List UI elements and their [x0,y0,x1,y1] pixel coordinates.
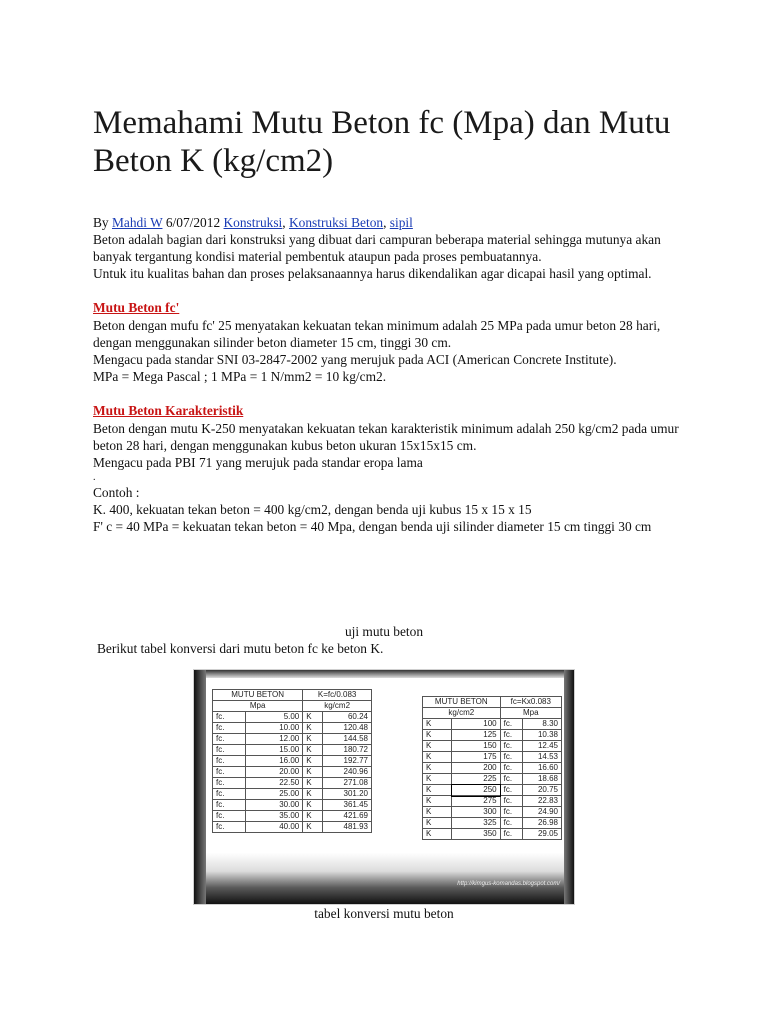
table-row [213,712,372,723]
intro-paragraph: Untuk itu kualitas bahan dan proses pelaksanaannya harus dikendalikan agar dicapai hasil yang optimal. [93,266,652,281]
table-row [213,734,372,745]
table-cell: 20.75 [522,785,561,796]
table-cell: 18.68 [522,774,561,785]
table-cell: fc. [500,785,522,796]
fc-to-k-table [212,689,372,833]
table-cell: K [423,730,452,741]
table-cell: K [423,719,452,730]
table-cell: 100 [452,719,500,730]
table-cell: K [423,741,452,752]
table-cell: 144.58 [322,734,371,745]
table-cell: fc. [500,730,522,741]
section-heading-mutu-beton-karakteristik[interactable]: Mutu Beton Karakteristik [93,403,244,418]
table-cell: fc. [500,741,522,752]
table-cell: fc. [213,734,246,745]
table-cell: 25.00 [245,789,302,800]
table-cell: 325 [452,818,500,829]
table-cell: fc. [500,752,522,763]
table-cell: fc. [500,719,522,730]
table-row [213,822,372,833]
section-paragraph: F' c = 40 MPa = kekuatan tekan beton = 40 Mpa, dengan benda uji silinder diameter 15 cm tinggi 30 cm [93,519,652,534]
table-cell: fc. [213,723,246,734]
table-cell: 35.00 [245,811,302,822]
table-cell: 361.45 [322,800,371,811]
table-cell: 10.38 [522,730,561,741]
post-date: 6/07/2012 [165,215,221,230]
table-cell: K [303,756,322,767]
table-row [423,829,562,840]
table-cell: 300 [452,807,500,818]
table-cell: 60.24 [322,712,371,723]
table-row [423,774,562,785]
table-row [213,789,372,800]
table-cell: 271.08 [322,778,371,789]
section-paragraph: Mengacu pada PBI 71 yang merujuk pada standar eropa lama [93,455,423,470]
table-cell: K [423,763,452,774]
table-cell: 150 [452,741,500,752]
table-row [423,741,562,752]
table-cell: 350 [452,829,500,840]
table-cell: 301.20 [322,789,371,800]
section-paragraph: Beton dengan mutu K-250 menyatakan kekuatan tekan karakteristik minimum adalah 250 kg/cm2 pada umur beton 28 hari, dengan menggunakan kubus beton ukuran 15x15x15 cm. [93,421,679,453]
table-cell: fc. [213,800,246,811]
table-row [423,818,562,829]
table-cell: 24.90 [522,807,561,818]
section-paragraph: Mengacu pada standar SNI 03-2847-2002 yang merujuk pada ACI (American Concrete Institute). [93,352,617,367]
table-row [423,763,562,774]
table-cell: 22.50 [245,778,302,789]
table-cell: fc. [500,796,522,807]
table-cell: 175 [452,752,500,763]
table-cell: 120.48 [322,723,371,734]
article [93,104,693,535]
header-unit: Mpa [500,708,561,719]
header-formula: fc=Kx0.083 [500,697,561,708]
table-row [213,767,372,778]
table-cell: K [423,774,452,785]
table-cell: K [423,807,452,818]
table-row [213,756,372,767]
image-alt-text: uji mutu beton [344,624,424,639]
intro-paragraph: Beton adalah bagian dari konstruksi yang dibuat dari campuran beberapa material sehingga mutunya akan banyak tergantung kondisi material pembentuk ataupun pada proses pembuatannya. [93,232,661,264]
table-cell: fc. [213,822,246,833]
table-cell: 10.00 [245,723,302,734]
section-paragraph: Contoh : [93,485,140,500]
section-heading-mutu-beton-fc[interactable]: Mutu Beton fc' [93,300,180,315]
table-cell: fc. [500,807,522,818]
table-cell: 125 [452,730,500,741]
table-cell: 16.00 [245,756,302,767]
watermark-url: http://kimgus-komandas.blogspot.com/ [457,881,560,887]
section-paragraph: K. 400, kekuatan tekan beton = 400 kg/cm2, dengan benda uji kubus 15 x 15 x 15 [93,502,532,517]
table-row [423,719,562,730]
table-cell: K [303,789,322,800]
header-mutu-beton: MUTU BETON [213,690,303,701]
table-cell: fc. [213,811,246,822]
table-cell: 26.98 [522,818,561,829]
article-title: Memahami Mutu Beton fc (Mpa) dan Mutu Beton K (kg/cm2) [93,105,671,179]
table-cell: 192.77 [322,756,371,767]
table-cell: K [423,829,452,840]
table-cell: fc. [213,778,246,789]
article-meta: By Mahdi W 6/07/2012 Konstruksi, Konstruksi Beton, sipil [93,215,413,230]
table-cell: K [303,778,322,789]
tag-link-sipil[interactable]: sipil [389,215,413,230]
table-cell: K [303,767,322,778]
header-unit: kg/cm2 [423,708,501,719]
section-paragraph: Beton dengan mufu fc' 25 menyatakan kekuatan tekan minimum adalah 25 MPa pada umur beton 28 hari, dengan menggunakan silinder beton diameter 15 cm, tinggi 30 cm. [93,318,661,350]
table-cell: fc. [500,829,522,840]
table-cell: K [303,712,322,723]
table-cell: K [303,745,322,756]
conversion-table-image [193,669,575,905]
table-cell: fc. [213,789,246,800]
table-row [213,723,372,734]
table-cell: 5.00 [245,712,302,723]
table-cell: 22.83 [522,796,561,807]
table-row [213,811,372,822]
table-cell: 275 [452,796,500,807]
table-cell: K [303,723,322,734]
tag-link-konstruksi-beton[interactable]: Konstruksi Beton [288,215,384,230]
table-cell: K [303,811,322,822]
table-cell: K [423,796,452,807]
table-cell: fc. [500,818,522,829]
table-cell: 240.96 [322,767,371,778]
table-cell: 29.05 [522,829,561,840]
table-cell: K [303,822,322,833]
table-cell: 40.00 [245,822,302,833]
table-row [213,778,372,789]
header-formula: K=fc/0.083 [303,690,372,701]
by-label: By [93,215,109,230]
table-cell: 30.00 [245,800,302,811]
header-mutu-beton: MUTU BETON [423,697,501,708]
table-cell: K [303,734,322,745]
section-paragraph: . [93,472,96,483]
table-row [423,807,562,818]
table-row [423,752,562,763]
table-cell: 12.00 [245,734,302,745]
section-paragraph: MPa = Mega Pascal ; 1 MPa = 1 N/mm2 = 10 kg/cm2. [93,369,387,384]
table-cell: fc. [213,767,246,778]
table-cell: fc. [500,763,522,774]
table-cell: 225 [452,774,500,785]
table-cell: 481.93 [322,822,371,833]
table-row [213,800,372,811]
table-row [213,745,372,756]
table-cell: 250 [452,785,500,796]
table-cell: fc. [213,712,246,723]
header-unit: kg/cm2 [303,701,372,712]
k-to-fc-table [422,696,562,840]
table-cell: K [423,818,452,829]
author-link[interactable]: Mahdi W [112,215,163,230]
table-cell: K [423,752,452,763]
table-row [423,796,562,807]
table-cell: 20.00 [245,767,302,778]
table-cell: 421.69 [322,811,371,822]
table-row [423,730,562,741]
table-cell: 8.30 [522,719,561,730]
table-cell: fc. [500,774,522,785]
table-cell: 180.72 [322,745,371,756]
figure-caption: tabel konversi mutu beton [314,906,454,921]
table-intro-text: Berikut tabel konversi dari mutu beton fc ke beton K. [97,641,384,656]
header-unit: Mpa [213,701,303,712]
table-cell: 15.00 [245,745,302,756]
table-cell: 16.60 [522,763,561,774]
table-cell: 200 [452,763,500,774]
table-cell: K [303,800,322,811]
table-cell: 14.53 [522,752,561,763]
table-cell: fc. [213,756,246,767]
tag-link-konstruksi[interactable]: Konstruksi [223,215,283,230]
table-cell: 12.45 [522,741,561,752]
table-cell: K [423,785,452,796]
table-row [423,785,562,796]
table-cell: fc. [213,745,246,756]
